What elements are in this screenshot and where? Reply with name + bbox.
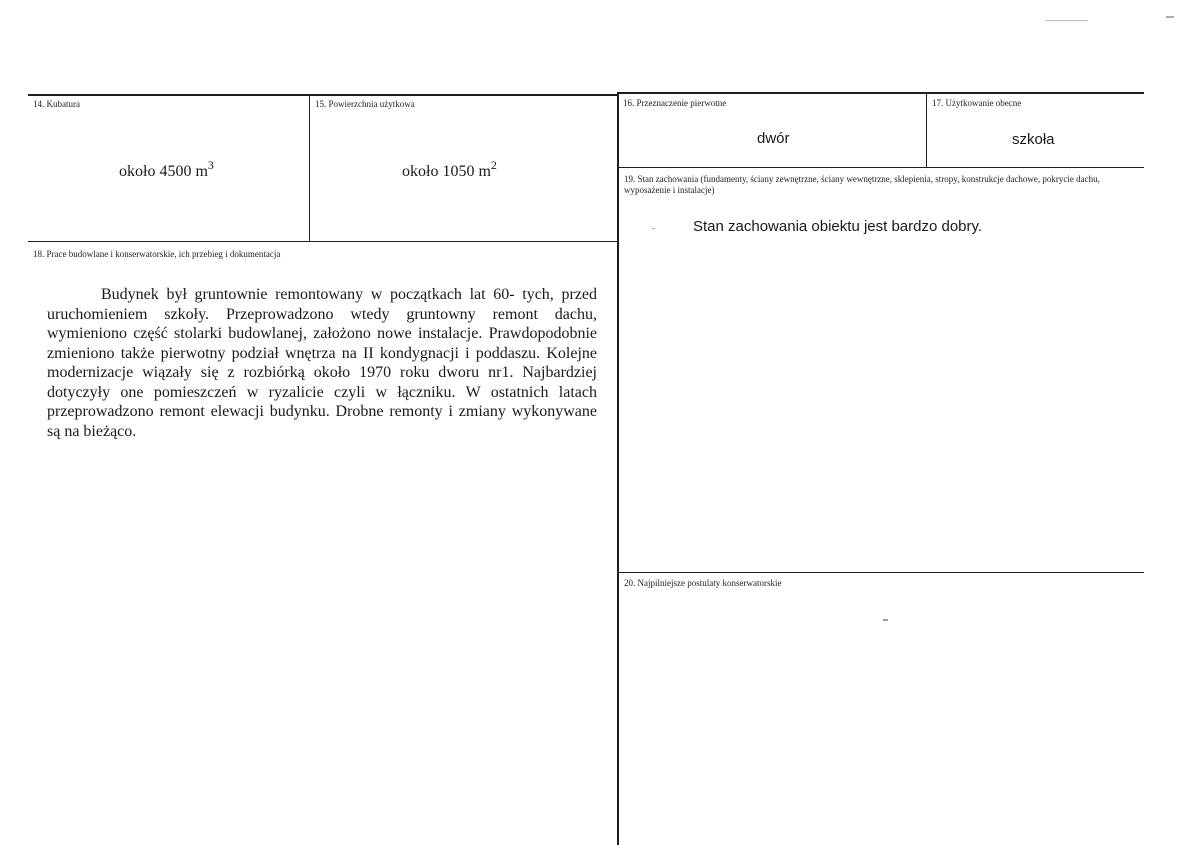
- field-16-label: 16. Przeznaczenie pierwotne: [623, 98, 727, 108]
- field-14-value: [119, 158, 214, 181]
- field-20-label: 20. Najpilniejsze postulaty konserwatorskie: [624, 578, 782, 588]
- kubatura-unit-exponent: 3: [207, 158, 214, 172]
- divider-przeznaczenie-uzytkowanie: [926, 94, 927, 167]
- powierzchnia-text: około 1050 m: [402, 163, 491, 180]
- top-border-right: [617, 92, 1144, 94]
- center-column-divider: [617, 92, 619, 845]
- field-17-label: 17. Użytkowanie obecne: [932, 98, 1022, 108]
- field-18-text: [47, 285, 597, 441]
- field-18-body: Budynek był gruntownie remontowany w początkach lat 60- tych, przed uruchomieniem szkoły. Przeprowadzono wtedy gruntowny remont dachu, wymieniono część stolarki budowlanej, założono nowe instalacje. Prawdopodobnie zmieniono także pierwotny podział wnętrza na II kondygnacji i poddaszu. Kolejne modernizacje wiązały się z rozbiórką około 1970 roku dworu nr1. Najbardziej dotyczyły one pomieszczeń w ryzalicie czyli w łączniku. W ostatnich latach przeprowadzono remont elewacji budynku. Drobne remonty i zmiany wykonywane są na bieżąco.: [47, 286, 597, 440]
- right-row-divider-2: [619, 572, 1144, 573]
- field-15-value: [402, 158, 497, 181]
- kubatura-text: około 4500 m: [119, 163, 208, 180]
- divider-kubatura-powierzchnia: [309, 96, 310, 242]
- field-17-value: szkoła: [1012, 131, 1055, 148]
- scan-mark: [652, 228, 655, 229]
- right-row-divider-1: [619, 167, 1144, 168]
- field-15-label: 15. Powierzchnia użytkowa: [315, 99, 415, 109]
- scan-mark: [1046, 20, 1088, 21]
- left-row-divider: [28, 241, 617, 242]
- field-19-label: 19. Stan zachowania (fundamenty, ściany zewnętrzne, ściany wewnętrzne, sklepienia, stropy, konstrukcje dachowe, pokrycie dachu, wyposażenie i instalacje): [624, 174, 1100, 195]
- field-18-label: 18. Prace budowlane i konserwatorskie, ich przebieg i dokumentacja: [33, 249, 281, 259]
- field-19-value: Stan zachowania obiektu jest bardzo dobry.: [693, 218, 983, 235]
- powierzchnia-unit-exponent: 2: [490, 158, 497, 172]
- scan-mark: [883, 619, 888, 621]
- field-16-value: dwór: [757, 130, 790, 147]
- top-border-left: [28, 94, 617, 96]
- scan-mark: [1166, 16, 1174, 18]
- field-14-label: 14. Kubatura: [33, 99, 80, 109]
